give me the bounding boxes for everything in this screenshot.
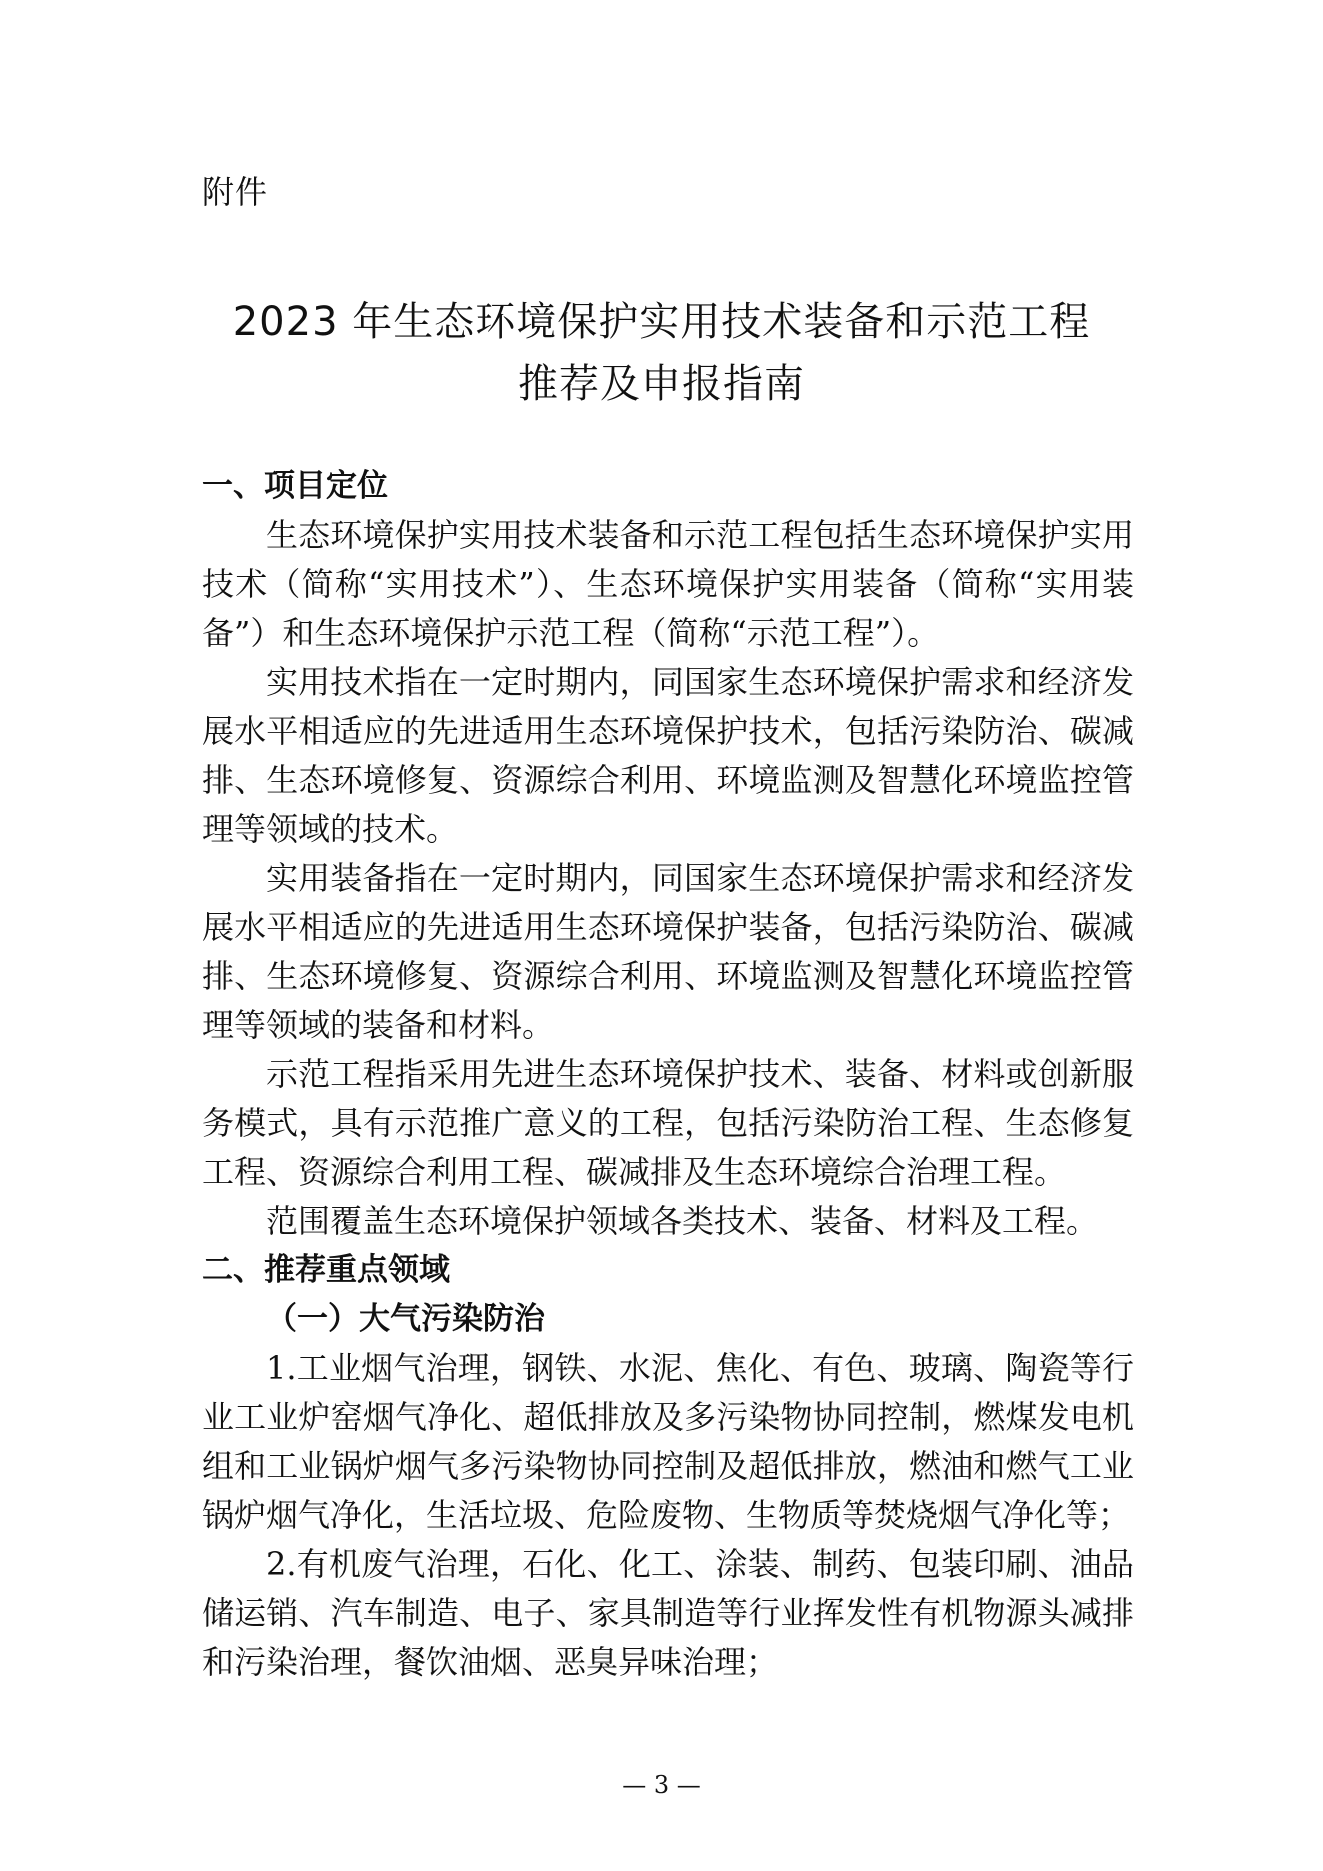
paragraph: 实用技术指在一定时期内，同国家生态环境保护需求和经济发展水平相适应的先进适用生态环境保护技术，包括污染防治、碳减排、生态环境修复、资源综合利用、环境监测及智慧化环境监控管理等领域的技术。 [202, 663, 1134, 848]
paragraph: 示范工程指采用先进生态环境保护技术、装备、材料或创新服务模式，具有示范推广意义的工程，包括污染防治工程、生态修复工程、资源综合利用工程、碳减排及生态环境综合治理工程。 [202, 1055, 1134, 1191]
paragraph: 2.有机废气治理，石化、化工、涂装、制药、包装印刷、油品储运销、汽车制造、电子、家具制造等行业挥发性有机物源头减排和污染治理，餐饮油烟、恶臭异味治理； [202, 1545, 1134, 1681]
section-heading-key-areas: 二、推荐重点领域 [202, 1252, 450, 1288]
page-number: — 3 — [622, 1771, 701, 1799]
paragraph: 实用装备指在一定时期内，同国家生态环境保护需求和经济发展水平相适应的先进适用生态环境保护装备，包括污染防治、碳减排、生态环境修复、资源综合利用、环境监测及智慧化环境监控管理等领域的装备和材料。 [202, 859, 1134, 1044]
attachment-label: 附件 [202, 173, 269, 211]
paragraph: 1.工业烟气治理，钢铁、水泥、焦化、有色、玻璃、陶瓷等行业工业炉窑烟气净化、超低排放及多污染物协同控制，燃煤发电机组和工业锅炉烟气多污染物协同控制及超低排放，燃油和燃气工业锅炉烟气净化，生活垃圾、危险废物、生物质等焚烧烟气净化等； [202, 1349, 1134, 1534]
document-body [202, 462, 1134, 1687]
document-title-line-1: 2023 年生态环境保护实用技术装备和示范工程 [232, 299, 1091, 345]
section-heading-positioning: 一、项目定位 [202, 468, 388, 504]
paragraph: 范围覆盖生态环境保护领域各类技术、装备、材料及工程。 [266, 1202, 1099, 1240]
subsection-heading-air-pollution: （一）大气污染防治 [266, 1301, 545, 1337]
document-title-line-2: 推荐及申报指南 [518, 361, 805, 407]
paragraph: 生态环境保护实用技术装备和示范工程包括生态环境保护实用技术（简称“实用技术”）、生态环境保护实用装备（简称“实用装备”）和生态环境保护示范工程（简称“示范工程”）。 [202, 516, 1134, 652]
